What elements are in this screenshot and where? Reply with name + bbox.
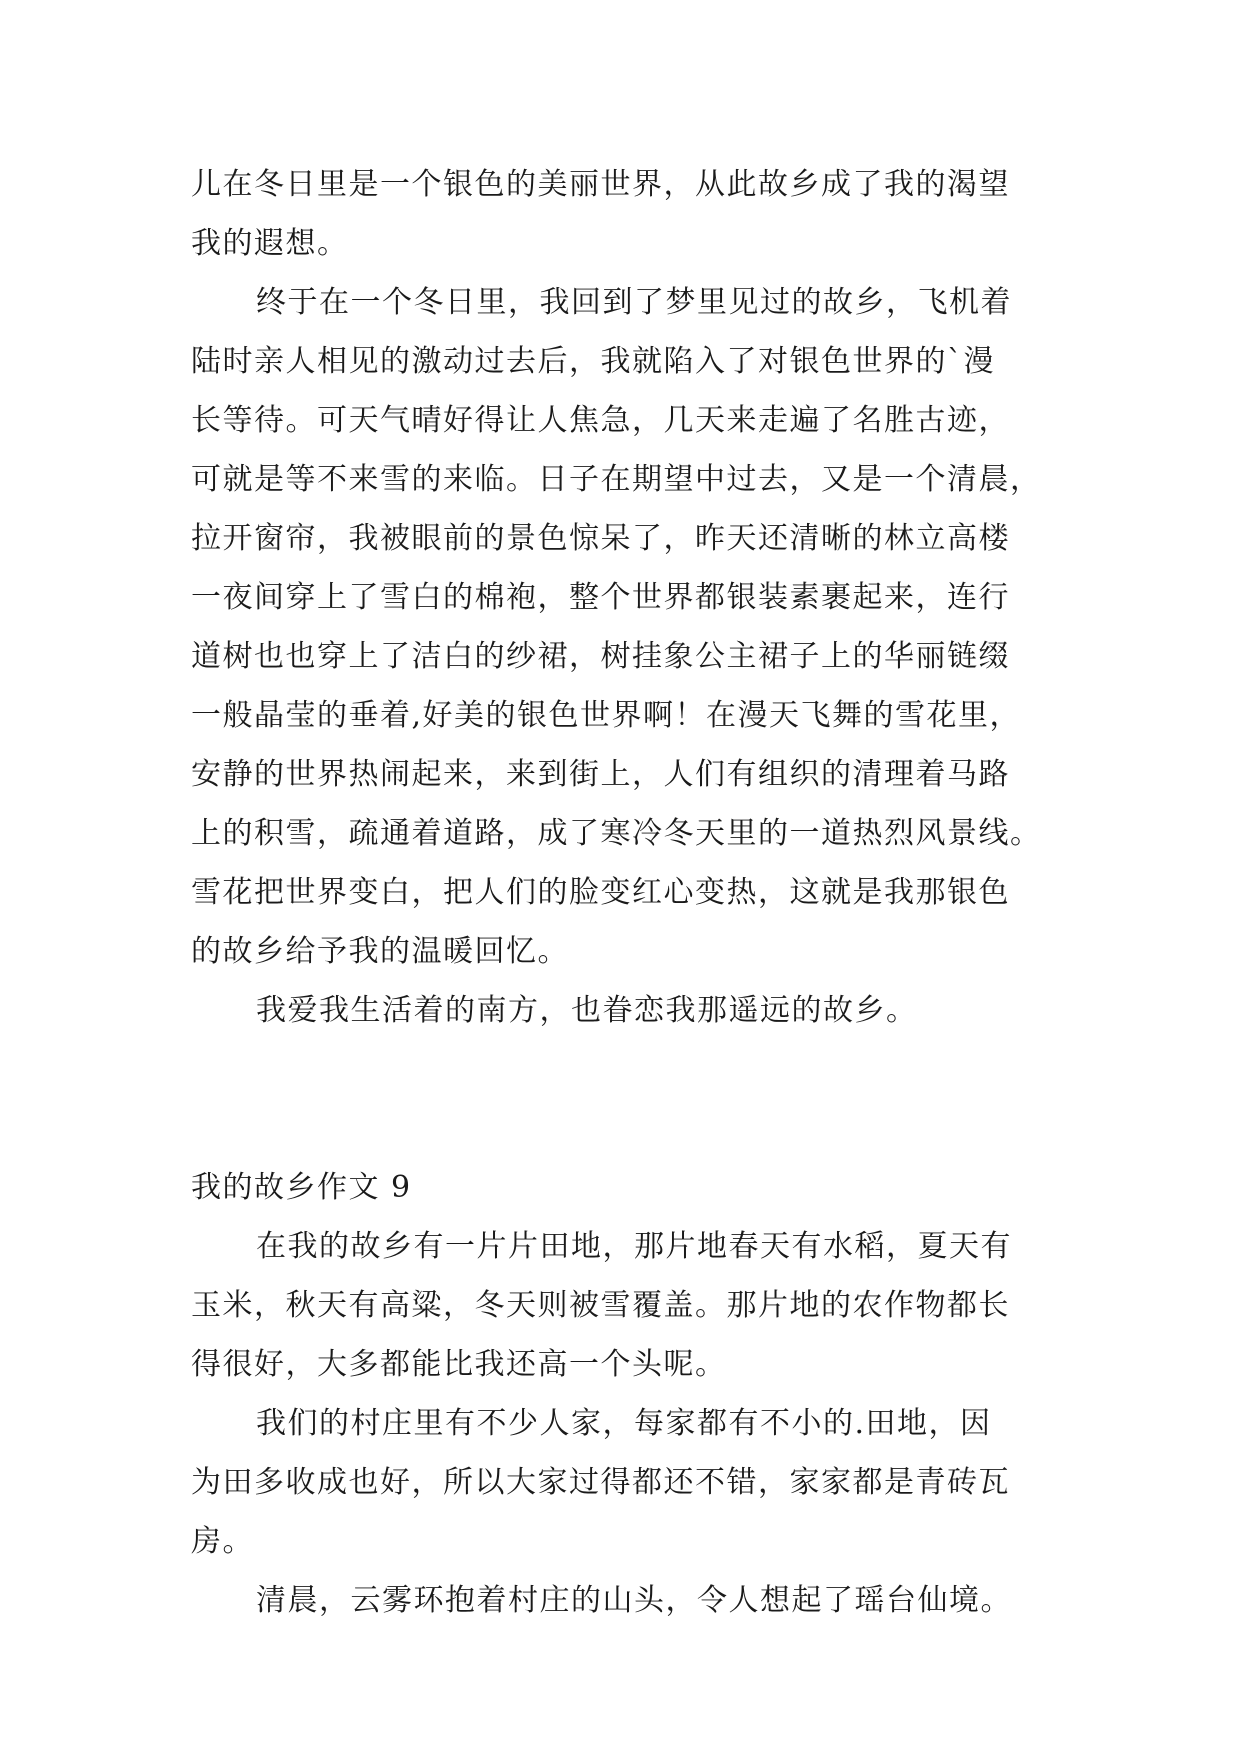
text-line: 儿在冬日里是一个银色的美丽世界，从此故乡成了我的渴望 xyxy=(191,167,1010,202)
text-line: 得很好，大多都能比我还高一个头呢。 xyxy=(191,1347,727,1382)
text-line: 我的遐想。 xyxy=(191,226,349,261)
text-line: 可就是等不来雪的来临。日子在期望中过去，又是一个清晨， xyxy=(191,462,1042,497)
text-line: 长等待。可天气晴好得让人焦急，几天来走遍了名胜古迹， xyxy=(191,403,1010,438)
paragraph xyxy=(191,155,1071,273)
document-body xyxy=(191,155,1071,1630)
paragraph xyxy=(191,1394,1071,1571)
text-line: 为田多收成也好，所以大家过得都还不错，家家都是青砖瓦 xyxy=(191,1465,1010,1500)
paragraph xyxy=(191,273,1071,981)
text-line: 陆时亲人相见的激动过去后，我就陷入了对银色世界的`漫 xyxy=(191,344,995,379)
paragraph xyxy=(191,1217,1071,1394)
text-line: 安静的世界热闹起来，来到街上，人们有组织的清理着马路 xyxy=(191,757,1010,792)
text-line: 终于在一个冬日里，我回到了梦里见过的故乡，飞机着 xyxy=(256,285,1012,320)
text-line: 雪花把世界变白，把人们的脸变红心变热，这就是我那银色 xyxy=(191,875,1010,910)
text-line: 道树也也穿上了洁白的纱裙，树挂象公主裙子上的华丽链缀 xyxy=(191,639,1010,674)
text-line: 的故乡给予我的温暖回忆。 xyxy=(191,934,569,969)
text-line: 玉米，秋天有高粱，冬天则被雪覆盖。那片地的农作物都长 xyxy=(191,1288,1010,1323)
text-line: 一夜间穿上了雪白的棉袍，整个世界都银装素裹起来，连行 xyxy=(191,580,1010,615)
section-heading: 我的故乡作文 9 xyxy=(191,1170,412,1205)
text-line: 房。 xyxy=(191,1524,254,1559)
text-line: 在我的故乡有一片片田地，那片地春天有水稻，夏天有 xyxy=(256,1229,1012,1264)
text-line: 一般晶莹的垂着,好美的银色世界啊！在漫天飞舞的雪花里， xyxy=(191,698,1022,733)
text-line: 我爱我生活着的南方，也眷恋我那遥远的故乡。 xyxy=(256,993,918,1028)
paragraph xyxy=(191,1571,1071,1630)
text-line: 清晨，云雾环抱着村庄的山头，令人想起了瑶台仙境。 xyxy=(256,1583,1012,1618)
text-line: 上的积雪，疏通着道路，成了寒冷冬天里的一道热烈风景线。 xyxy=(191,816,1042,851)
text-line: 拉开窗帘，我被眼前的景色惊呆了，昨天还清晰的林立高楼 xyxy=(191,521,1010,556)
section-spacer xyxy=(191,1040,1071,1158)
paragraph xyxy=(191,981,1071,1040)
text-line: 我们的村庄里有不少人家，每家都有不小的.田地，因 xyxy=(256,1406,992,1441)
